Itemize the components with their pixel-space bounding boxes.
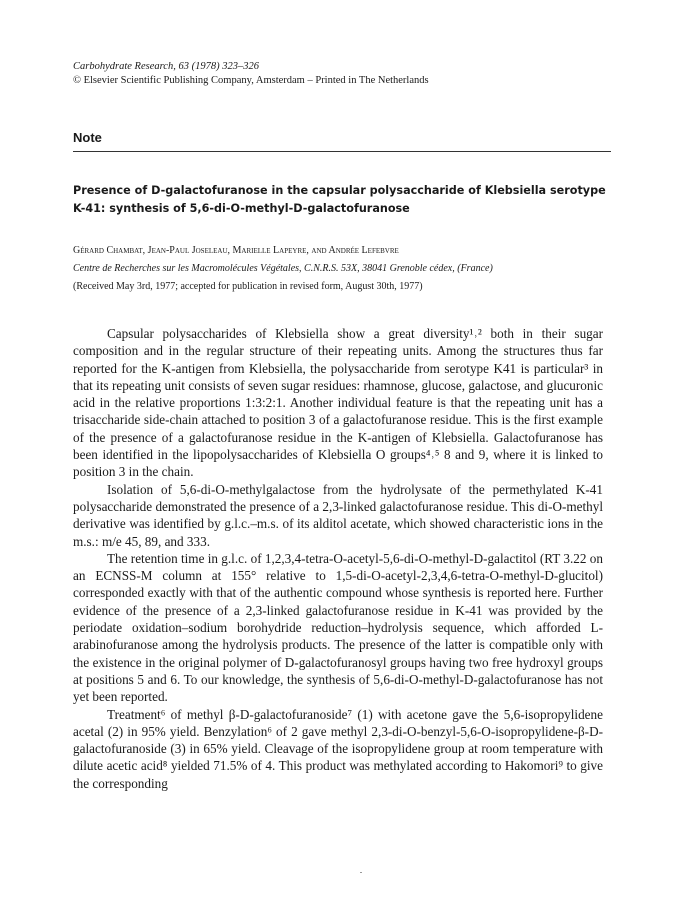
body-paragraph: Isolation of 5,6-di-O-methylgalactose from the hydrolysate of the permethylated K-41 polysaccharide demonstrated the presence of a 2,3-linked galactofuranose residue. This di-O-methyl derivative was identified by g.l.c.–m.s. of its alditol acetate, which showed characteristic ions in the m.s.: m/e 45, 89, and 333. — [73, 481, 603, 549]
section-divider — [73, 151, 611, 152]
section-label: Note — [73, 130, 102, 145]
journal-citation: Carbohydrate Research, 63 (1978) 323–326 — [73, 61, 259, 72]
article-body — [73, 325, 603, 792]
received-dates: (Received May 3rd, 1977; accepted for publication in revised form, August 30th, 1977) — [73, 281, 423, 292]
body-paragraph: Capsular polysaccharides of Klebsiella show a great diversity¹˒² both in their sugar composition and in the regular structure of their repeating units. Among the structures thus far reported for the K-antigen from Klebsiella, the polysaccharide from serotype K41 is particular³ in that its repeating unit consists of seven sugar residues: rhamnose, glucose, galactose, and glucuronic acid in the relative proportions 1:3:2:1. Another individual feature is that the repeating unit has a trisaccharide side-chain attached to position 3 of a galactofuranose residue. This is the first example of the presence of a galactofuranose residue in the K-antigen of Klebsiella. Galactofuranose has been identified in the lipopolysaccharides of Klebsiella O groups⁴˒⁵ 8 and 9, where it is linked to position 3 in the chain. — [73, 326, 603, 480]
affiliation: Centre de Recherches sur les Macromolécules Végétales, C.N.R.S. 53X, 38041 Grenoble cédex, (France) — [73, 263, 493, 274]
scan-speck — [360, 872, 362, 873]
article-title: Presence of D-galactofuranose in the capsular polysaccharide of Klebsiella serotype K-41: synthesis of 5,6-di-O-methyl-D-galactofuranose — [73, 184, 606, 215]
publisher-line: © Elsevier Scientific Publishing Company, Amsterdam – Printed in The Netherlands — [73, 75, 429, 86]
author-list: Gérard Chambat, Jean-Paul Joseleau, Marielle Lapeyre, and Andrée Lefebvre — [73, 245, 399, 256]
running-header — [73, 60, 613, 88]
body-paragraph: The retention time in g.l.c. of 1,2,3,4-tetra-O-acetyl-5,6-di-O-methyl-D-galactitol (RT 3.22 on an ECNSS-M column at 155° relative to 1,5-di-O-acetyl-2,3,4,6-tetra-O-methyl-D-glucitol) corresponded exactly with that of the authentic compound whose synthesis is reported here. Further evidence of the presence of a 2,3-linked galactofuranose residue in K-41 was provided by the periodate oxidation–sodium borohydride reduction–hydrolysis sequence, which afforded L-arabinofuranose among the hydrolysis products. The presence of the latter is compatible only with the existence in the original polymer of D-galactofuranosyl groups having two free hydroxyl groups at positions 5 and 6. To our knowledge, the synthesis of 5,6-di-O-methyl-D-galactofuranose has not yet been reported. — [73, 550, 603, 705]
body-paragraph: Treatment⁶ of methyl β-D-galactofuranoside⁷ (1) with acetone gave the 5,6-isopropylidene acetal (2) in 95% yield. Benzylation⁶ of 2 gave methyl 2,3-di-O-benzyl-5,6-O-isopropylidene-β-D-galactofuranoside (3) in 65% yield. Cleavage of the isopropylidene group at room temperature with dilute acetic acid⁸ yielded 71.5% of 4. This product was methylated according to Hakomori⁹ to give the corresponding — [73, 706, 603, 791]
